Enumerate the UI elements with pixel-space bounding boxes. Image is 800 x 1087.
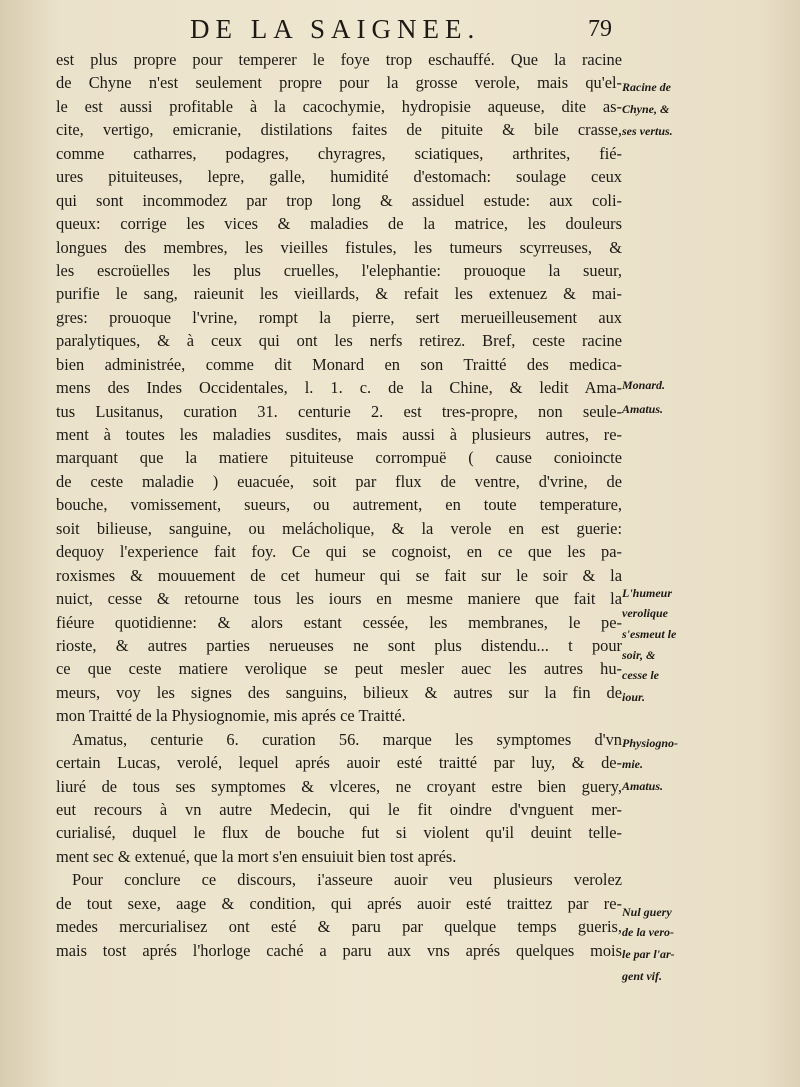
text-line: ment à toutes les maladies susdites, mais aussi à plusieurs autres, re- <box>56 425 622 444</box>
text-line: cite, vertigo, emicranie, distilations faites de pituite & bile crasse, <box>56 120 622 140</box>
margin-note: s'esmeut le <box>622 627 677 641</box>
margin-note: L'humeur <box>622 586 673 600</box>
text-line: tus Lusitanus, curation 31. centurie 2. est tres-propre, non seule- <box>56 401 622 421</box>
text-line: le est aussi profitable à la cacochymie, hydropisie aqueuse, dite as- <box>56 96 622 116</box>
text-line: ment sec & extenué, que la mort s'en ensuiuit bien tost aprés. <box>56 846 457 866</box>
text-line: purifie le sang, raieunit les vieillards, & refait les extenuez & mai- <box>56 284 622 304</box>
text-line: eut recours à vn autre Medecin, qui le fit oindre d'vnguent mer- <box>56 800 622 819</box>
text-line: paralytiques, & à ceux qui ont les nerfs retirez. Bref, ceste racine <box>56 331 622 351</box>
text-line: comme catharres, podagres, chyragres, sciatiques, arthrites, fié- <box>56 143 622 163</box>
text-line: fiéure quotidienne: & alors estant cessée, les membranes, le pe- <box>56 612 622 632</box>
text-line: nuict, cesse & retourne tous les iours en mesme maniere que fait la <box>56 589 622 609</box>
margin-note: verolique <box>622 606 668 620</box>
margin-note: Nul guery <box>622 905 672 919</box>
text-line: mens des Indes Occidentales, l. 1. c. de la Chine, & ledit Ama- <box>56 378 622 398</box>
text-line: Amatus, centurie 6. curation 56. marque les symptomes d'vn <box>72 729 622 749</box>
text-line: rioste, & autres parties nerueuses ne sont plus distendu... t pour <box>56 635 622 655</box>
main-text-block <box>56 48 622 962</box>
text-line: dequoy l'experience fait foy. Ce qui se cognoist, en ce que les pa- <box>56 542 622 562</box>
text-line: curialisé, duquel le flux de bouche fut si violent qu'il deuint telle- <box>56 823 622 843</box>
text-line: bouche, vomissement, sueurs, ou autrement, en toute temperature, <box>56 495 622 515</box>
text-line: longues des membres, les vieilles fistules, les tumeurs scyrreuses, & <box>56 237 622 257</box>
text-line: les escroüelles les plus cruelles, l'elephantie: prouoque la sueur, <box>56 260 622 280</box>
text-line: de tout sexe, aage & condition, qui aprés auoir esté traittez par re- <box>56 893 622 913</box>
text-line: est plus propre pour temperer le foye trop eschauffé. Que la racine <box>56 50 622 69</box>
text-line: certain Lucas, verolé, lequel aprés auoir esté traitté par luy, & de- <box>56 753 622 773</box>
text-line: meurs, voy les signes des sanguins, bilieux & autres sur la fin de <box>56 682 622 702</box>
text-line: ce que ceste matiere verolique se peut mesler auec les autres hu- <box>56 659 622 679</box>
margin-note: Racine de <box>622 80 671 94</box>
margin-note: Chyne, & <box>622 102 670 116</box>
text-line: roxismes & mouuement de cet humeur qui se fait sur le soir & la <box>56 565 622 585</box>
page-number: 79 <box>588 16 612 42</box>
text-line: de ceste maladie ) euacuée, soit par flux de ventre, d'vrine, de <box>56 471 622 491</box>
margin-note: le par l'ar- <box>622 947 675 961</box>
margin-note: Amatus. <box>622 402 664 416</box>
margin-note: Amatus. <box>622 779 664 793</box>
margin-note: mie. <box>622 757 643 771</box>
text-line: marquant que la matiere pituiteuse corrompuë ( cause conioincte <box>56 448 622 468</box>
text-line: gres: prouoque l'vrine, rompt la pierre, sert merueilleusement aux <box>56 307 622 327</box>
margin-note: cesse le <box>622 668 659 682</box>
text-line: bien administrée, comme dit Monard en son Traitté des medica- <box>56 354 622 374</box>
text-line: qui sont incommodez par trop long & assiduel estude: aux coli- <box>56 190 622 210</box>
margin-note: de la vero- <box>622 925 674 939</box>
text-line: liuré de tous ses symptomes & vlceres, ne croyant estre bien guery, <box>56 776 622 796</box>
running-title: DE LA SAIGNEE. <box>190 14 481 44</box>
text-line: de Chyne n'est seulement propre pour la grosse verole, mais qu'el- <box>56 73 622 93</box>
margin-note: soir, & <box>622 648 656 662</box>
margin-note: Monard. <box>622 378 666 392</box>
text-line: queux: corrige les vices & maladies de la matrice, les douleurs <box>56 214 622 234</box>
text-line: medes mercurialisez ont esté & paru par quelque temps gueris, <box>56 917 622 937</box>
text-line: ures pituiteuses, lepre, galle, humidité d'estomach: soulage ceux <box>56 167 622 187</box>
text-line: soit bilieuse, sanguine, ou melácholique, & la verole en est guerie: <box>56 518 622 538</box>
margin-note: iour. <box>622 690 646 704</box>
margin-note: Physiogno- <box>622 736 679 750</box>
margin-note: ses vertus. <box>622 124 673 138</box>
page-header <box>0 14 800 44</box>
text-line: mon Traitté de la Physiognomie, mis aprés ce Traitté. <box>56 706 406 726</box>
text-line: Pour conclure ce discours, i'asseure auoir veu plusieurs verolez <box>72 870 622 890</box>
text-line: mais tost aprés l'horloge caché a paru aux vns aprés quelques mois <box>56 940 622 960</box>
margin-note: gent vif. <box>622 969 662 983</box>
